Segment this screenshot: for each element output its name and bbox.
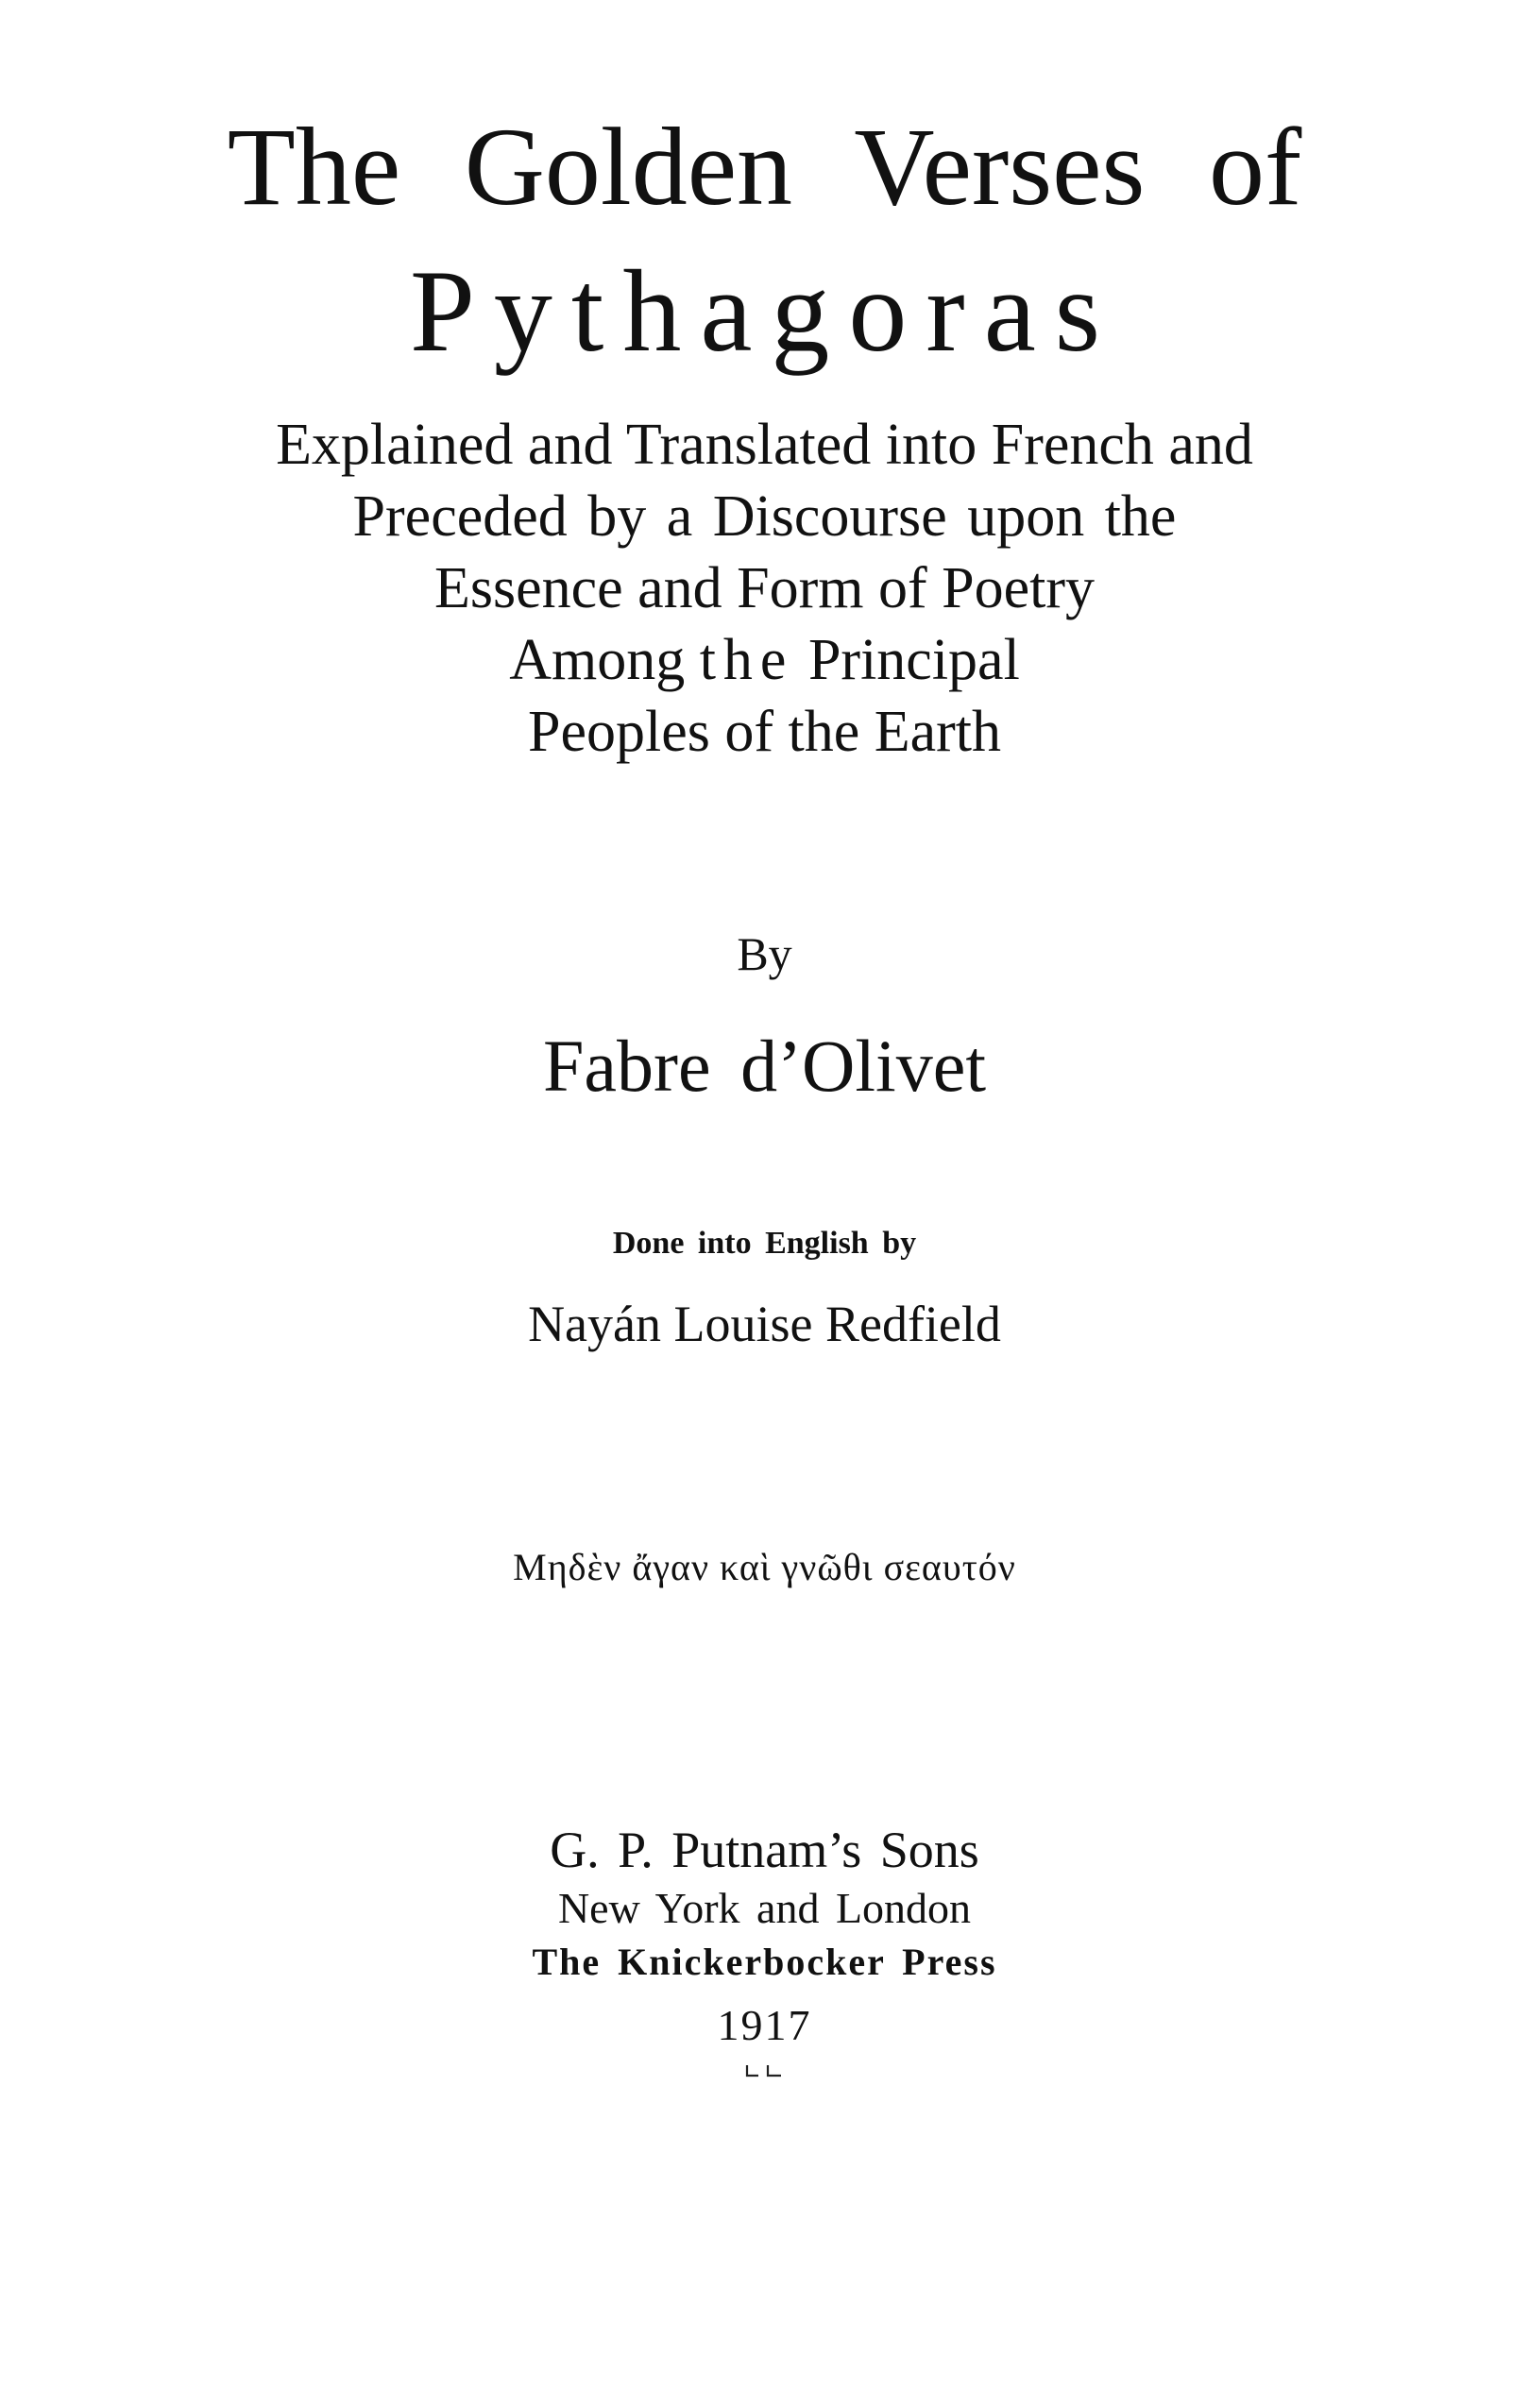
translator-name: Nayán Louise Redfield [528, 1296, 1001, 1352]
greek-motto: Μηδὲν ἄγαν καὶ γνῶθι σεαυτόν [513, 1546, 1016, 1588]
author-name: Fabre d’Olivet [542, 1025, 987, 1107]
publisher-place: New York and London [557, 1884, 972, 1932]
translated-by-label: Done into English by [612, 1226, 917, 1261]
title-line-2: Pythagoras [409, 246, 1120, 376]
by-label: By [737, 927, 792, 980]
printer-mark-icon [741, 2063, 789, 2078]
subtitle-line-2: Preceded by a Discourse upon the [352, 484, 1177, 549]
subtitle-line-4-start: Among [509, 628, 700, 692]
subtitle-line-5: Peoples of the Earth [527, 700, 1002, 764]
title-line-1: The Golden Verses of [227, 105, 1302, 229]
subtitle-line-4-end: Principal [793, 628, 1020, 692]
subtitle-line-1: Explained and Translated into French and [276, 413, 1253, 477]
publisher-press: The Knickerbocker Press [532, 1941, 997, 1983]
subtitle-line-4 [0, 628, 1529, 692]
subtitle-line-3: Essence and Form of Poetry [433, 556, 1096, 620]
publication-year: 1917 [717, 2001, 812, 2049]
publisher-name: G. P. Putnam’s Sons [550, 1822, 979, 1878]
subtitle-line-4-spaced: the [699, 628, 794, 692]
